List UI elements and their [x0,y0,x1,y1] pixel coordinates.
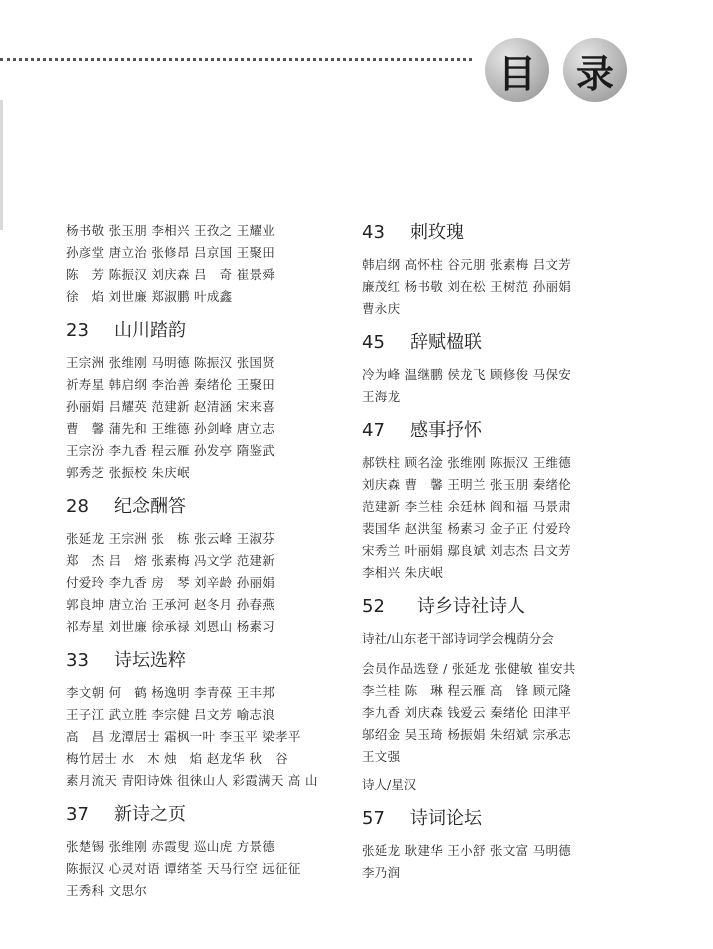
name-line: 范建新 李兰桂 余廷林 阎和福 马景肃 [362,499,572,514]
section-names [362,840,602,884]
name-line: 郭秀芝 张振校 朱庆岷 [66,465,190,480]
name-line: 高 昌 龙潭居士 霜枫一叶 李玉平 梁孝平 [66,729,301,744]
page-number: 37 [66,804,89,825]
name-line: 祁寿星 刘世廉 徐承禄 刘恩山 杨素习 [66,619,276,634]
society-note: 诗社/山东老干部诗词学会槐荫分会 [362,631,554,646]
name-line: 曹 馨 蒲先和 王维德 孙剑峰 唐立志 [66,421,276,436]
name-line: 王海龙 [362,389,401,404]
name-line: 王文强 [362,749,401,764]
section-names [362,364,602,408]
toc-entry[interactable] [66,802,306,828]
header-dotted-rule [0,58,472,61]
name-line: 李兰桂 陈 琳 程云雁 高 锋 顾元隆 [362,683,572,698]
toc-entry[interactable] [362,330,602,356]
name-line: 冷为峰 温继鹏 侯龙飞 顾修俊 马保安 [362,367,572,382]
name-line: 陈振汉 心灵对语 谭绪荃 天马行空 远征征 [66,861,301,876]
title-char-lu: 录 [563,38,627,102]
name-line: 邬绍金 吴玉琦 杨振娟 朱绍斌 宗承志 [362,727,572,742]
name-line: 宋秀兰 叶丽娟 鄢良斌 刘志杰 吕文芳 [362,543,572,558]
section-title: 纪念酬答 [114,496,186,517]
section-names [66,528,306,638]
section-title: 辞赋楹联 [410,332,482,353]
name-line: 孙彦堂 唐立治 张修昂 吕京国 王聚田 [66,245,276,260]
name-line: 王子江 武立胜 李宗健 吕文芳 喻志浪 [66,707,276,722]
section-title: 刺玫瑰 [410,222,464,243]
intro-names [66,220,306,308]
name-line: 郝铁柱 顾名淦 张维刚 陈振汉 王维德 [362,455,572,470]
name-line: 王宗洲 张维刚 马明德 陈振汉 张国贤 [66,355,276,370]
name-line: 张延龙 耿建华 王小舒 张文富 马明德 [362,843,572,858]
section-names [362,254,602,320]
page-number: 47 [362,420,385,441]
name-line: 陈 芳 陈振汉 刘庆森 吕 奇 崔景舜 [66,267,276,282]
name-line: 徐 焰 刘世廉 郑淑鹏 叶成鑫 [66,289,233,304]
toc-entry[interactable] [66,318,306,344]
name-line: 王秀科 文思尔 [66,883,148,898]
name-line: 李九香 刘庆森 钱爱云 秦绪伦 田津平 [362,705,572,720]
toc-right-column [362,220,602,884]
name-line: 刘庆森 曹 馨 王明兰 张玉朋 秦绪伦 [362,477,572,492]
toc-entry[interactable] [362,220,602,246]
toc-entry[interactable] [66,494,306,520]
page-edge-bar [0,100,3,230]
section-title: 诗词论坛 [410,808,482,829]
name-line: 韩启纲 高怀柱 谷元朋 张素梅 吕文芳 [362,257,572,272]
name-line: 付爱玲 李九香 房 琴 刘辛龄 孙丽娟 [66,575,276,590]
name-line: 张楚锡 张维刚 赤霞叟 巡山虎 方景德 [66,839,276,854]
section-names [66,352,306,484]
toc-left-column [66,220,318,902]
page-number: 52 [362,596,385,617]
name-line: 李文朝 何 鹤 杨逸明 李青葆 王丰邦 [66,685,276,700]
page-number: 28 [66,496,89,517]
page-number: 33 [66,650,89,671]
name-line: 祈寿星 韩启纲 李治善 秦绪伦 王聚田 [66,377,276,392]
name-line: 王宗汾 李九香 程云雁 孙发亭 隋鉴武 [66,443,276,458]
name-line: 裴国华 赵洪玺 杨素习 金子正 付爱玲 [362,521,572,536]
toc-entry[interactable] [66,648,306,674]
section-names [362,658,602,768]
poet-note: 诗人/星汉 [362,777,417,792]
name-line: 张延龙 王宗洲 张 栋 张云峰 王淑芬 [66,531,276,546]
name-line: 素月流天 青阳诗姝 徂徕山人 彩霞满天 高 山 [66,773,318,788]
title-char-mu: 目 [485,38,549,102]
name-line: 梅竹居士 水 木 烛 焰 赵龙华 秋 谷 [66,751,288,766]
name-line: 孙丽娟 吕耀英 范建新 赵清涵 宋来喜 [66,399,276,414]
section-names [362,452,602,584]
section-names [66,836,306,902]
toc-entry[interactable] [362,418,602,444]
name-line: 会员作品选登 / 张延龙 张健敏 崔安共 [362,661,576,676]
section-title: 诗坛选粹 [114,650,186,671]
section-names [66,682,318,792]
name-line: 曹永庆 [362,301,401,316]
section-title: 新诗之页 [114,804,186,825]
section-title: 山川踏韵 [114,320,186,341]
name-line: 李相兴 朱庆岷 [362,565,444,580]
name-line: 李乃润 [362,865,401,880]
page-number: 45 [362,332,385,353]
page-number: 43 [362,222,385,243]
section-title: 诗乡诗社诗人 [417,596,525,617]
page-number: 57 [362,808,385,829]
name-line: 廉茂红 杨书敬 刘在松 王树范 孙丽娟 [362,279,572,294]
name-line: 郑 杰 吕 熔 张素梅 冯文学 范建新 [66,553,276,568]
name-line: 杨书敬 张玉朋 李相兴 王孜之 王耀业 [66,223,276,238]
section-title: 感事抒怀 [410,420,482,441]
page-number: 23 [66,320,89,341]
toc-entry[interactable] [362,594,602,620]
toc-entry[interactable] [362,806,602,832]
name-line: 郭良坤 唐立治 王承河 赵冬月 孙春燕 [66,597,276,612]
